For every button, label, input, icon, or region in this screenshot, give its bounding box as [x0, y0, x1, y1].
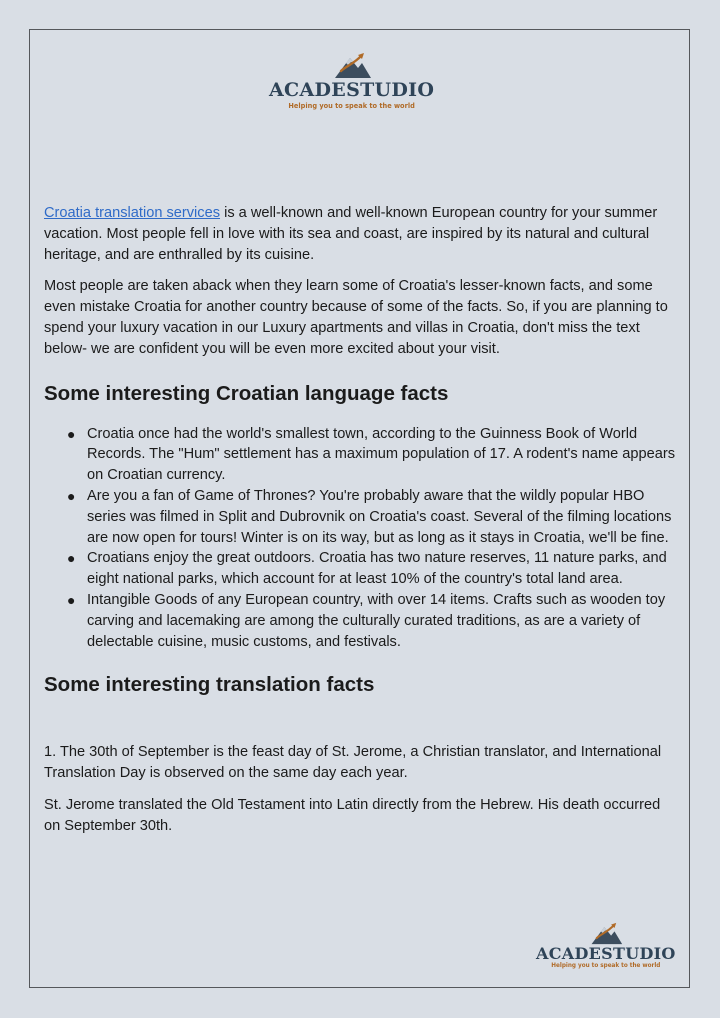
brand-tagline: Helping you to speak to the world — [551, 963, 661, 969]
brand-mountain-icon — [332, 52, 372, 79]
list-item: ● Croatia once had the world's smallest town, according to the Guinness Book of World Records. The "Hum" settlement has a maximum population of 17. A rodent's name appears on Croatian currency. — [67, 425, 676, 484]
brand-mountain-icon — [589, 922, 623, 945]
list-item: ● Croatians enjoy the great outdoors. Croatia has two nature reserves, 11 nature parks, and eight national parks, which account for at least 10% of the country's total land area. — [67, 550, 667, 588]
translation-fact-1: 1. The 30th of September is the feast day of St. Jerome, a Christian translator, and International Translation Day is observed on the same day each year. — [44, 744, 662, 782]
section2-heading: Some interesting translation facts — [44, 673, 375, 697]
bullet-icon: ● — [67, 487, 76, 504]
intro-paragraph — [44, 203, 680, 265]
document-body — [44, 203, 680, 837]
list-item: ● Intangible Goods of any European country, with over 14 items. Crafts such as wooden toy carving and lacemaking are among the culturally curated traditions, as are a variety of delectable cuisine, music customs, and festivals. — [67, 591, 666, 650]
bullet-icon: ● — [67, 425, 76, 442]
intro-text: is a well-known and well-known European country for your summer vacation. Most people fell in love with its sea and coast, are inspired by its natural and cultural heritage, and are enthralled by its cuisine. — [44, 205, 658, 263]
bullet-icon: ● — [67, 591, 76, 608]
bullet-icon: ● — [67, 550, 76, 567]
list-item: ● Are you a fan of Game of Thrones? You're probably aware that the wildly popular HBO series was filmed in Split and Dubrovnik on Croatia's coast. Several of the filming locations are now open for tours! Winter is on its way, but as long as it stays in Croatia, we'll be fine. — [67, 487, 672, 546]
footer-logo — [536, 922, 676, 970]
paragraph-2: Most people are taken aback when they learn some of Croatia's lesser-known facts, and some even mistake Croatia for another country because of some of the facts. So, if you are planning to spend your luxury vacation in our Luxury apartments and villas in Croatia, don't miss the text below- we are confident you will be even more excited about your visit. — [44, 278, 668, 357]
header-logo — [269, 52, 434, 110]
translation-fact-2: St. Jerome translated the Old Testament into Latin directly from the Hebrew. His death occurred on September 30th. — [44, 796, 661, 834]
facts-list — [44, 424, 680, 653]
section1-heading: Some interesting Croatian language facts — [44, 381, 449, 405]
brand-name: ACADESTUDIO — [269, 79, 435, 101]
brand-name: ACADESTUDIO — [536, 944, 676, 963]
brand-tagline: Helping you to speak to the world — [288, 102, 415, 110]
croatia-translation-link[interactable]: Croatia translation services — [44, 205, 221, 221]
